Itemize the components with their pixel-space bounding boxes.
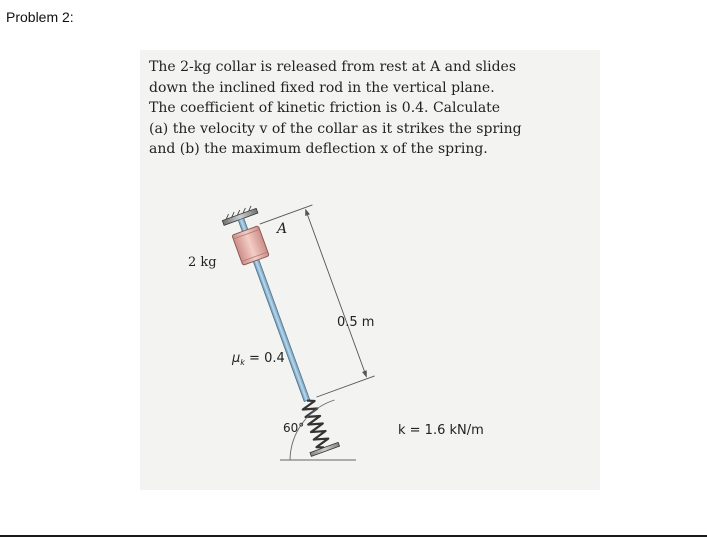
problem-line-5: and (b) the maximum deflection x of the spring. bbox=[149, 141, 488, 158]
angle-label: 60° bbox=[283, 421, 305, 435]
problem-line-2: down the inclined fixed rod in the vertical plane. bbox=[149, 79, 495, 96]
problem-heading: Problem 2: bbox=[6, 9, 74, 25]
friction-subscript: k bbox=[240, 358, 245, 367]
spring bbox=[300, 398, 330, 450]
point-a-label: A bbox=[277, 221, 288, 237]
friction-symbol: μ bbox=[232, 351, 241, 366]
problem-line-4: (a) the velocity v of the collar as it strikes the spring bbox=[149, 120, 522, 137]
collar bbox=[232, 226, 269, 266]
problem-line-3: The coefficient of kinetic friction is 0.4. Calculate bbox=[149, 100, 501, 117]
friction-value: = 0.4 bbox=[244, 351, 285, 366]
bottom-rule bbox=[0, 535, 707, 537]
bottom-mount bbox=[310, 442, 340, 456]
mass-label: 2 kg bbox=[188, 255, 217, 270]
problem-line-1: The 2-kg collar is released from rest at A and slides bbox=[149, 59, 517, 75]
distance-label: 0.5 m bbox=[337, 315, 375, 330]
friction-label bbox=[231, 351, 285, 367]
spring-constant-label: k = 1.6 kN/m bbox=[398, 423, 484, 438]
